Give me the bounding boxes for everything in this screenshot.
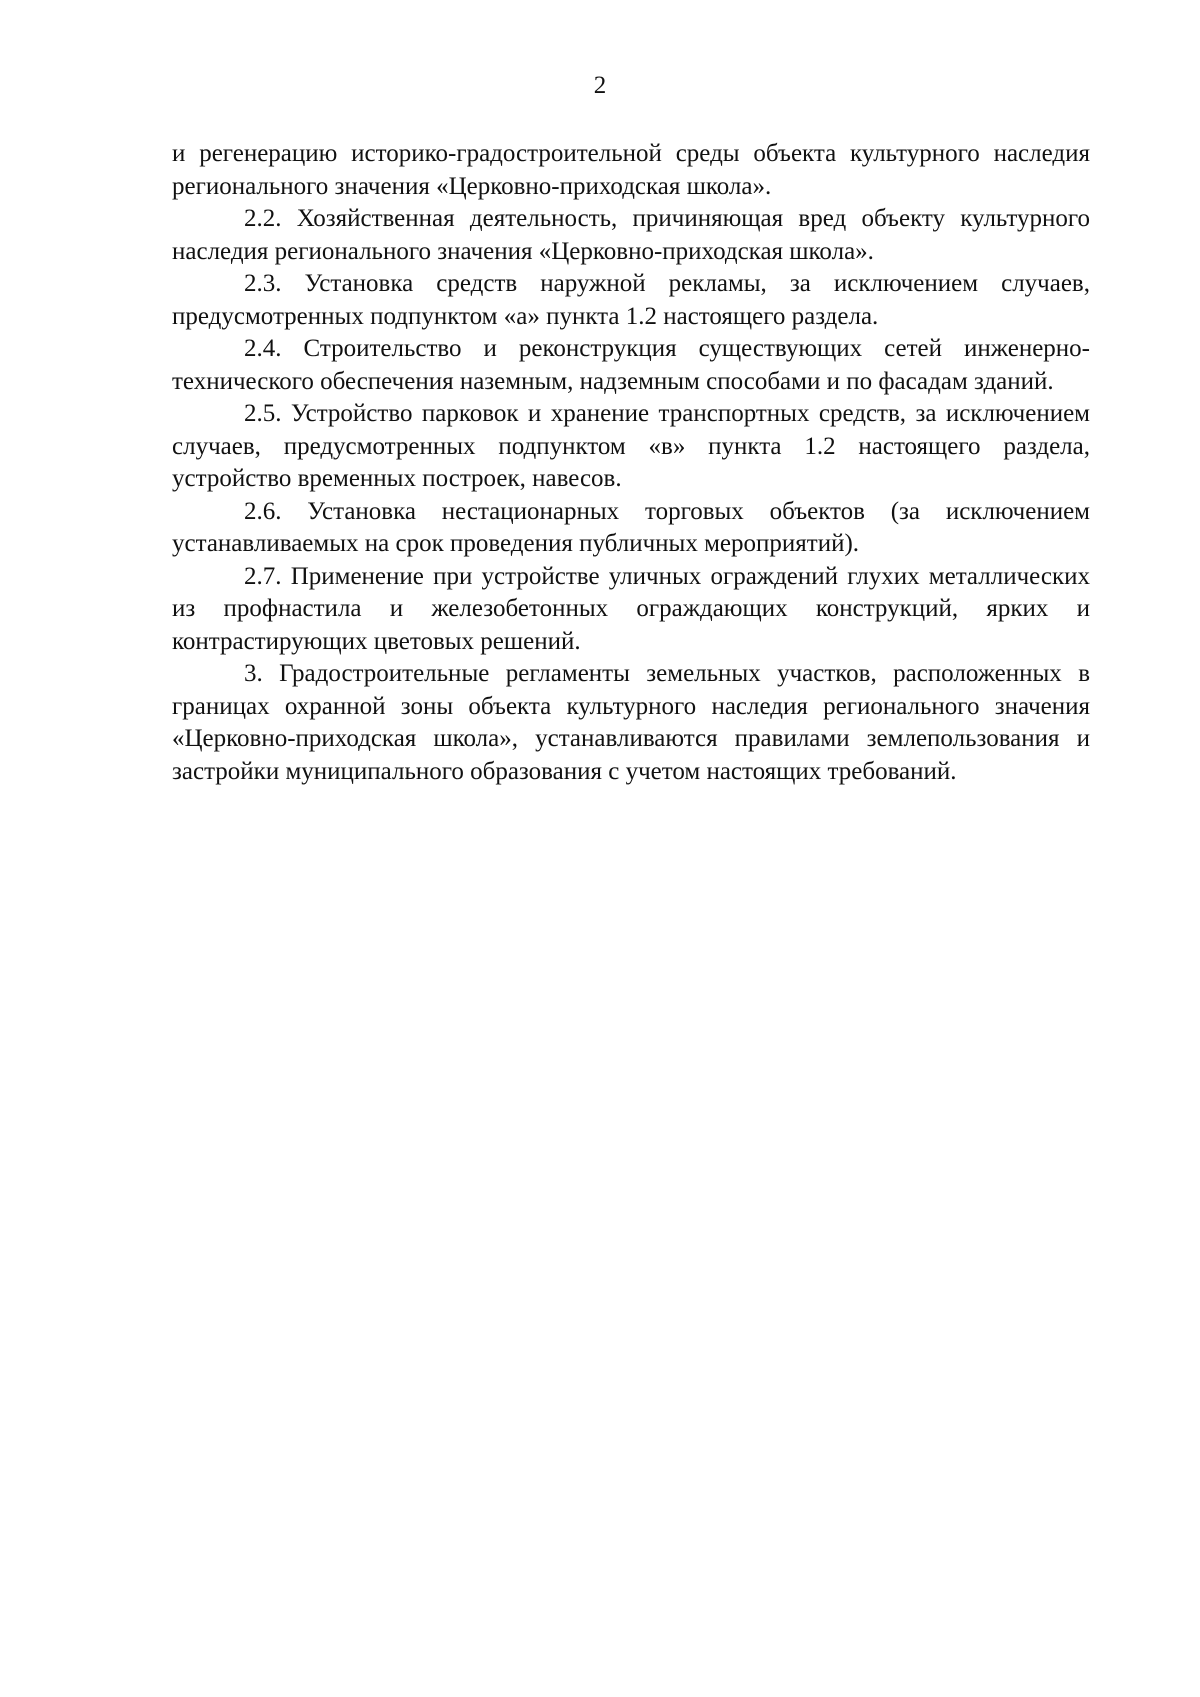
paragraph-2-7: 2.7. Применение при устройстве уличных ограждений глухих металлических из профнастила и железобетонных ограждающих конструкций, ярких и контрастирующих цветовых решений. xyxy=(172,562,1090,655)
paragraph-2-3: 2.3. Установка средств наружной рекламы, за исключением случаев, предусмотренных подпунктом «а» пункта 1.2 настоящего раздела. xyxy=(172,270,1090,330)
paragraph-3: 3. Градостроительные регламенты земельных участков, расположенных в границах охранной зоны объекта культурного наследия регионального значения «Церковно-приходская школа», устанавливаются правилами землепользования и застройки муниципального образования с учетом настоящих требований. xyxy=(172,660,1090,785)
paragraph-2-6: 2.6. Установка нестационарных торговых объектов (за исключением устанавливаемых на срок проведения публичных мероприятий). xyxy=(172,497,1090,557)
document-body xyxy=(172,138,1090,788)
page-number: 2 xyxy=(593,72,607,99)
paragraph-2-2: 2.2. Хозяйственная деятельность, причиняющая вред объекту культурного наследия регионального значения «Церковно-приходская школа». xyxy=(172,205,1090,265)
paragraph-2-5: 2.5. Устройство парковок и хранение транспортных средств, за исключением случаев, предусмотренных подпунктом «в» пункта 1.2 настоящего раздела, устройство временных построек, навесов. xyxy=(172,400,1090,492)
paragraph-continuation: и регенерацию историко-градостроительной среды объекта культурного наследия регионального значения «Церковно-приходская школа». xyxy=(172,140,1090,200)
paragraph-2-4: 2.4. Строительство и реконструкция существующих сетей инженерно-технического обеспечения наземным, надземным способами и по фасадам зданий. xyxy=(172,335,1090,395)
